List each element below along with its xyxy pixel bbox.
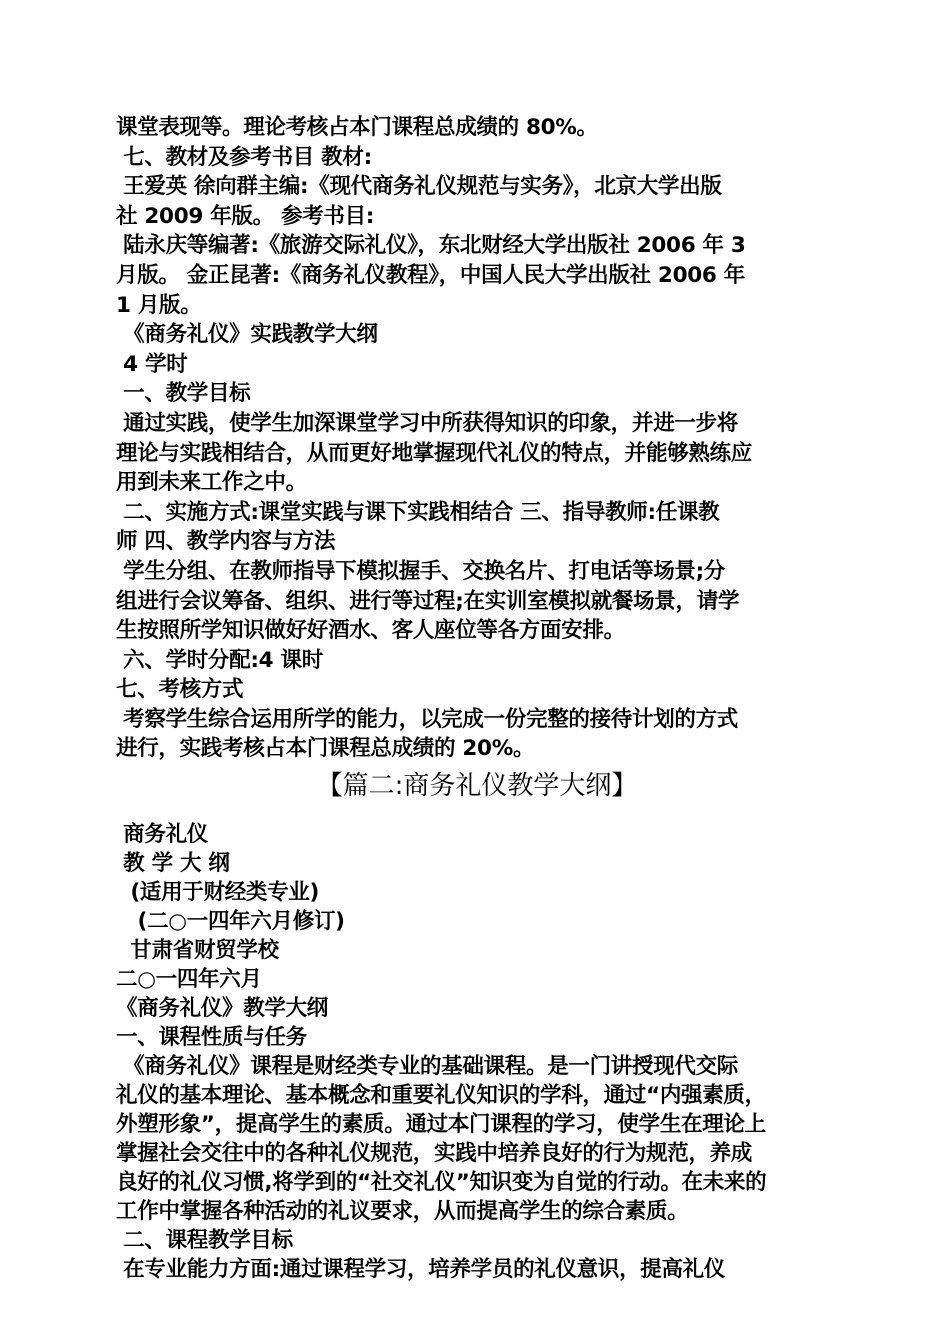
text-line: 生按照所学知识做好好酒水、客人座位等各方面安排。 — [116, 618, 625, 644]
document-page — [116, 113, 838, 1284]
text-line: 在专业能力方面:通过课程学习，培养学员的礼仪意识，提高礼仪 — [116, 1257, 726, 1283]
text-line: 师 四、教学内容与方法 — [116, 529, 336, 555]
course-title: 商务礼仪 — [116, 822, 208, 848]
text-line: 七、教材及参考书目 教材: — [116, 144, 372, 170]
text-line: 良好的礼仪习惯,将学到的“社交礼仪”知识变为自觉的行动。在未来的 — [116, 1170, 767, 1196]
institution-name: 甘肃省财贸学校 — [116, 938, 279, 964]
text-line: 《商务礼仪》课程是财经类专业的基础课程。是一门讲授现代交际 — [116, 1054, 738, 1080]
document-title: 教 学 大 纲 — [116, 851, 230, 877]
section-title: 《商务礼仪》教学大纲 — [116, 996, 329, 1022]
text-line: 通过实践，使学生加深课堂学习中所获得知识的印象，并进一步将 — [116, 410, 738, 436]
text-line: 进行，实践考核占本门课程总成绩的 20%。 — [116, 736, 535, 762]
text-line: 王爱英 徐向群主编:《现代商务礼仪规范与实务》，北京大学出版 — [116, 174, 722, 200]
section-title: 《商务礼仪》实践教学大纲 — [116, 322, 378, 348]
text-line: 考察学生综合运用所学的能力，以完成一份完整的接待计划的方式 — [116, 706, 738, 732]
text-line: 1 月版。 — [116, 292, 202, 318]
revision-note: (二○一四年六月修订) — [116, 909, 345, 935]
article-heading: 【篇二:商务礼仪教学大纲】 — [316, 771, 638, 802]
text-line: 学生分组、在教师指导下模拟握手、交换名片、打电话等场景;分 — [116, 558, 726, 584]
text-line: 二、实施方式:课堂实践与课下实践相结合 三、指导教师:任课教 — [116, 499, 720, 525]
text-line: 陆永庆等编著:《旅游交际礼仪》，东北财经大学出版社 2006 年 3 — [116, 233, 746, 259]
section-heading: 二、课程教学目标 — [116, 1228, 293, 1254]
section-heading: 六、学时分配:4 课时 — [116, 647, 323, 673]
text-line: 课堂表现等。理论考核占本门课程总成绩的 80%。 — [116, 115, 598, 140]
section-heading: 七、考核方式 — [116, 677, 244, 703]
section-heading: 一、课程性质与任务 — [116, 1025, 307, 1051]
text-line: 理论与实践相结合，从而更好地掌握现代礼仪的特点，并能够熟练应 — [116, 440, 753, 466]
document-date: 二○一四年六月 — [116, 967, 262, 993]
text-line: 工作中掌握各种活动的礼议要求，从而提高学生的综合素质。 — [116, 1199, 689, 1225]
text-line: 掌握社会交往中的各种礼仪规范，实践中培养良好的行为规范，养成 — [116, 1141, 753, 1167]
syllabus-text-part2 — [116, 820, 838, 1284]
text-line: 礼仪的基本理论、基本概念和重要礼仪知识的学科，通过“内强素质， — [116, 1083, 766, 1109]
text-line: 组进行会议筹备、组织、进行等过程;在实训室模拟就餐场景，请学 — [116, 588, 740, 614]
text-line: 外塑形象”，提高学生的素质。通过本门课程的学习，使学生在理论上 — [116, 1112, 766, 1138]
text-line: 4 学时 — [116, 351, 188, 377]
section-heading: 一、教学目标 — [116, 381, 251, 407]
applicability-note: (适用于财经类专业) — [116, 880, 320, 906]
text-line: 社 2009 年版。 参考书目: — [116, 203, 375, 229]
text-line: 用到未来工作之中。 — [116, 470, 307, 496]
syllabus-text-part1 — [116, 113, 838, 764]
text-line: 月版。 金正昆著:《商务礼仪教程》，中国人民大学出版社 2006 年 — [116, 262, 745, 288]
